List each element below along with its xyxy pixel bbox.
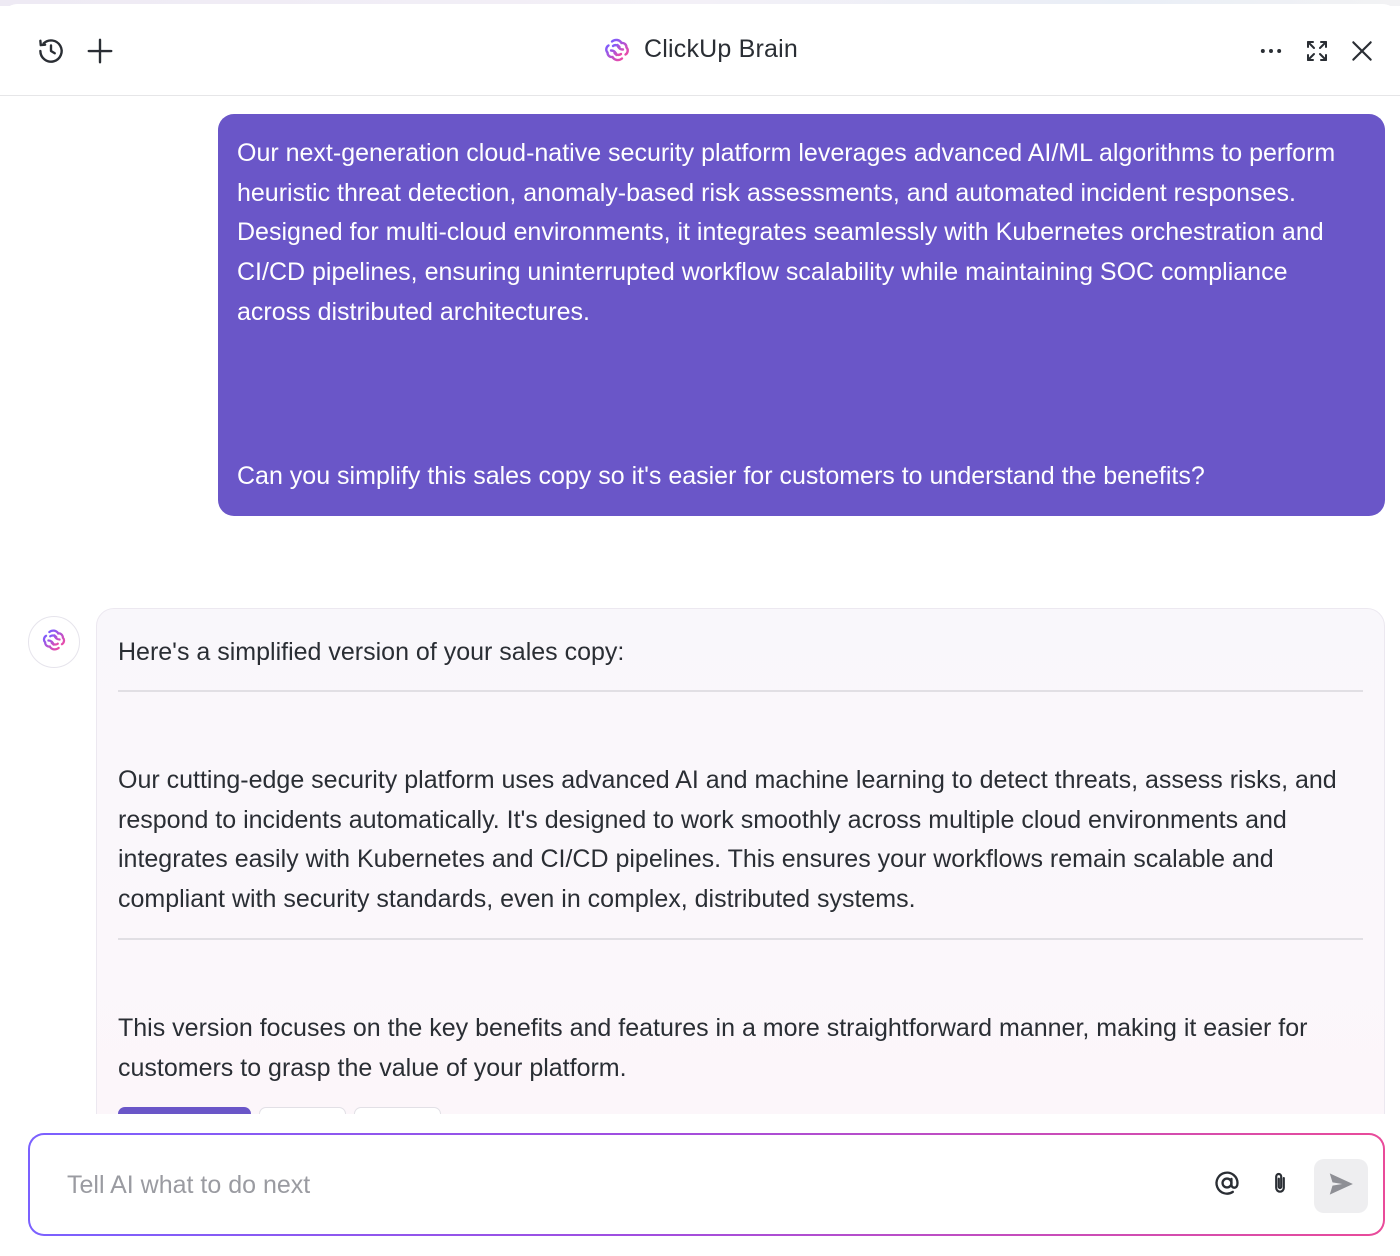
ai-response-intro: Here's a simplified version of your sales copy: [118, 638, 625, 666]
panel-header [0, 4, 1400, 96]
plus-icon [85, 36, 115, 66]
send-icon [1326, 1169, 1356, 1204]
divider [118, 690, 1363, 692]
expand-icon [1305, 39, 1329, 63]
clickup-brain-logo-icon [40, 626, 68, 659]
user-message-bubble [218, 114, 1385, 516]
ai-response-body: Our cutting-edge security platform uses advanced AI and machine learning to detect threats, assess risks, and respond to incidents automatically. It's designed to work smoothly across multiple cloud environments and integrates easily with Kubernetes and CI/CD pipelines. This ensures your workflows remain scalable and compliant with security standards, even in complex, distributed systems. [118, 766, 1337, 914]
paperclip-icon [1267, 1169, 1293, 1202]
at-sign-icon [1213, 1169, 1241, 1202]
prompt-input[interactable] [65, 1163, 1169, 1207]
ai-response-bubble [96, 608, 1385, 1114]
close-icon [1349, 38, 1375, 64]
chat-thread[interactable] [0, 96, 1400, 1114]
ai-response-outro: This version focuses on the key benefits and features in a more straightforward manner, making it easier for customers to grasp the value of your platform. [118, 1014, 1308, 1082]
response-action-primary-button[interactable] [118, 1107, 251, 1114]
new-chat-button[interactable] [80, 31, 120, 71]
composer [28, 1133, 1385, 1236]
user-message-question: Can you simplify this sales copy so it's easier for customers to understand the benefits? [237, 461, 1205, 490]
panel-title-text: ClickUp Brain [643, 35, 799, 63]
mention-button[interactable] [1205, 1163, 1249, 1207]
send-button[interactable] [1314, 1159, 1368, 1213]
close-button[interactable] [1342, 31, 1382, 71]
history-button[interactable] [31, 31, 71, 71]
ai-avatar [28, 616, 80, 668]
composer-inner [30, 1135, 1383, 1234]
clickup-brain-logo-icon [602, 35, 632, 65]
response-action-button[interactable] [354, 1107, 441, 1114]
user-message-paragraph: Our next-generation cloud-native security platform leverages advanced AI/ML algorithms to perform heuristic threat detection, anomaly-based risk assessments, and automated incident responses. Designed for multi-cloud environments, it integrates seamlessly with Kubernetes orchestration and CI/CD pipelines, ensuring uninterrupted workflow scalability while maintaining SOC compliance across distributed architectures. [237, 139, 1336, 326]
attach-button[interactable] [1258, 1163, 1302, 1207]
expand-button[interactable] [1297, 31, 1337, 71]
more-horizontal-icon [1257, 37, 1285, 65]
divider [118, 938, 1363, 940]
panel-title [0, 4, 1400, 95]
more-options-button[interactable] [1251, 31, 1291, 71]
history-icon [36, 36, 66, 66]
response-action-button[interactable] [259, 1107, 346, 1114]
clickup-brain-panel [0, 4, 1400, 1256]
